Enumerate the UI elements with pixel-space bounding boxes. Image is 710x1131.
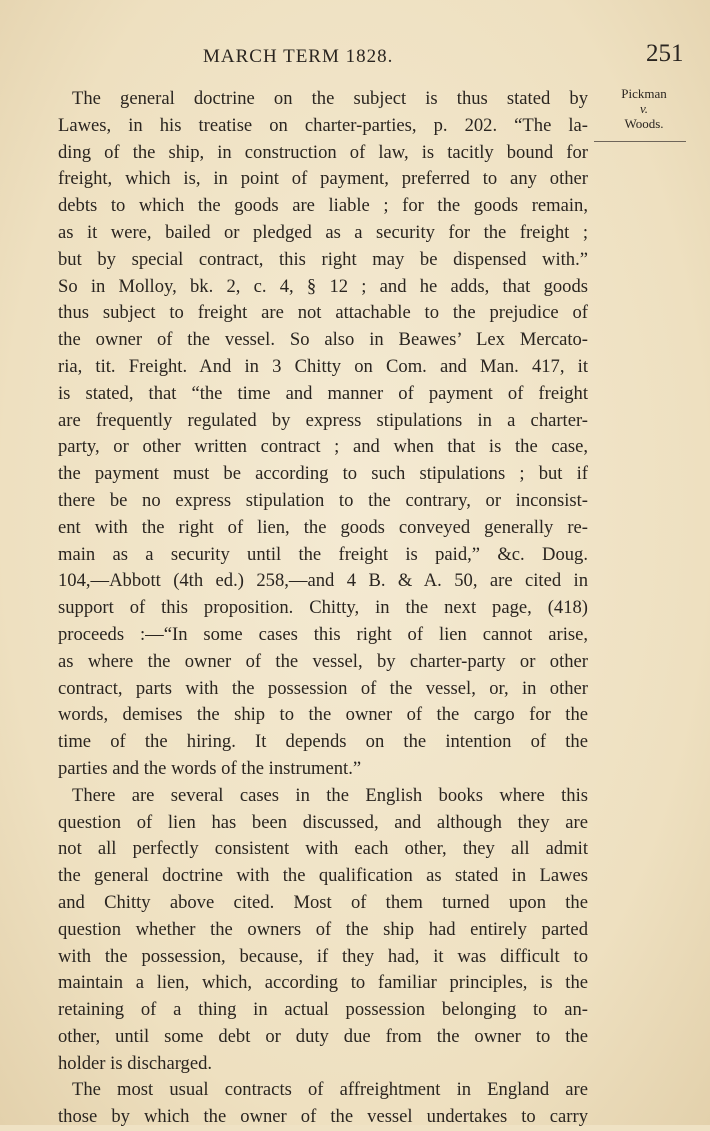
text-line: support of this proposition. Chitty, in the next page, (418) [58,597,588,619]
text-line: debts to which the goods are liable ; for the goods remain, [58,195,588,217]
running-head: MARCH TERM 1828. [203,46,394,67]
text-line: contract, parts with the possession of the vessel, or, in other [58,677,588,699]
text-line: other, until some debt or duty due from the owner to the [58,1025,588,1047]
text-line: main as a security until the freight is paid,” &c. Doug. [58,543,588,565]
text-line: There are several cases in the English books where this [72,784,588,806]
text-line: time of the hiring. It depends on the intention of the [58,731,588,753]
text-line: question whether the owners of the ship had entirely parted [58,918,588,940]
text-line: retaining of a thing in actual possession belonging to an- [58,999,588,1021]
text-line: maintain a lien, which, according to familiar principles, is the [58,972,588,994]
text-line: parties and the words of the instrument.” [58,757,362,779]
text-line: 104,—Abbott (4th ed.) 258,—and 4 B. & A. 50, are cited in [58,570,588,592]
text-line: those by which the owner of the vessel undertakes to carry [58,1106,588,1128]
margin-note [601,86,687,131]
text-line: Lawes, in his treatise on charter-parties, p. 202. “The la- [58,114,588,136]
text-line: So in Molloy, bk. 2, c. 4, § 12 ; and he adds, that goods [58,275,588,297]
text-line: not all perfectly consistent with each other, they all admit [58,838,588,860]
margin-note-line: v. [639,101,649,116]
page-number: 251 [646,40,684,67]
text-line: holder is discharged. [58,1052,213,1074]
text-line: as it were, bailed or pledged as a security for the freight ; [58,221,588,243]
page-header [0,40,710,74]
margin-note-line: Pickman [621,86,667,101]
text-line: with the possession, because, if they had, it was difficult to [58,945,588,967]
text-line: the owner of the vessel. So also in Beawes’ Lex Mercato- [58,329,588,351]
text-line: The general doctrine on the subject is thus stated by [72,88,588,109]
text-line: party, or other written contract ; and when that is the case, [58,436,588,458]
text-line: ent with the right of lien, the goods conveyed generally re- [58,516,588,538]
text-line: freight, which is, in point of payment, preferred to any other [58,168,588,190]
text-line: are frequently regulated by express stipulations in a charter- [58,409,588,431]
body-text [58,86,588,1131]
margin-rule [594,141,686,142]
text-line: there be no express stipulation to the contrary, or inconsist- [58,489,588,511]
text-line: The most usual contracts of affreightment in England are [72,1079,588,1101]
text-line: and Chitty above cited. Most of them turned upon the [58,891,588,913]
text-line: thus subject to freight are not attachable to the prejudice of [58,302,588,324]
text-line: ding of the ship, in construction of law, is tacitly bound for [58,141,588,163]
text-line: is stated, that “the time and manner of payment of freight [58,382,588,404]
margin-note-line: Woods. [624,116,664,131]
text-line: the general doctrine with the qualification as stated in Lawes [58,865,588,887]
text-line: as where the owner of the vessel, by charter-party or other [58,650,588,672]
text-line: question of lien has been discussed, and although they are [58,811,588,833]
text-line: ria, tit. Freight. And in 3 Chitty on Com. and Man. 417, it [58,355,588,377]
text-line: the payment must be according to such stipulations ; but if [58,463,588,485]
text-line: words, demises the ship to the owner of the cargo for the [58,704,588,726]
text-line: proceeds :—“In some cases this right of lien cannot arise, [58,623,588,645]
text-line: but by special contract, this right may be dispensed with.” [58,248,588,270]
